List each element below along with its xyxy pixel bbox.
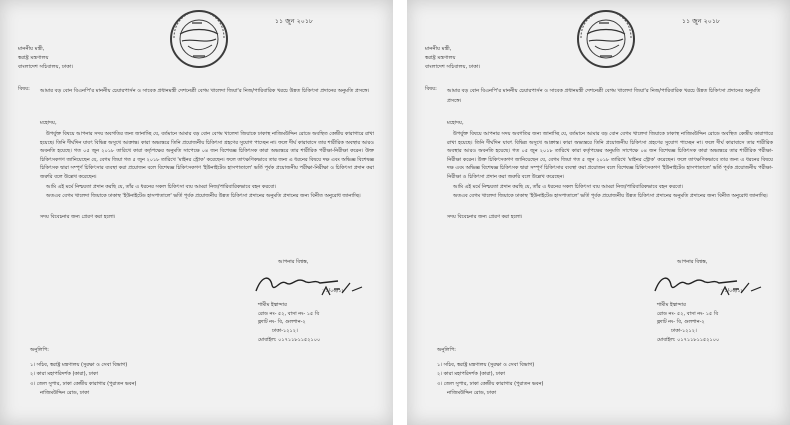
signer-line: শামীম ইস্কান্দার <box>258 302 287 309</box>
copy-heading: অনুলিপি: <box>30 347 49 353</box>
copy-block <box>30 346 136 398</box>
signer-line: ঢাকা-১২১২। <box>671 327 697 334</box>
letter-photo-left <box>0 0 393 425</box>
letter-body <box>40 130 374 202</box>
seal-stamp <box>575 8 637 70</box>
yours-faithfully: আপনার বিশ্বস্ত, <box>278 259 309 265</box>
letter-date: ১১ জুন ২০১৮ <box>275 18 314 25</box>
recipient-line: বাংলাদেশ সচিবালয়, ঢাকা। <box>18 64 74 70</box>
greeting: মহোদয়, <box>40 120 57 126</box>
letter-date: ১১ জুন ২০১৮ <box>682 18 721 25</box>
body-paragraph: অতএব বেগম খালেদা জিয়াকে ঢাকাস্থ 'ইউনাইটেড হাসপাতালে' ভর্তি পূর্বক প্রয়োজনীয় উন্নত চিকিৎসা প্রদানের অনুমতি প্রদানের জন্য বিনীত অনুরোধ জানাচ্ছি। <box>453 193 768 200</box>
letter-body <box>447 130 773 202</box>
copy-line: নাজিমউদ্দিন রোড, ঢাকা <box>40 389 90 396</box>
body-paragraph: অতএব বেগম খালেদা জিয়াকে ঢাকাস্থ 'ইউনাইটেড হাসপাতালে' ভর্তি পূর্বক প্রয়োজনীয় উন্নত চিকিৎসা প্রদানের অনুমতি প্রদানের জন্য বিনীত অনুরোধ জানাচ্ছি। <box>46 193 361 200</box>
copy-line: ২। কারা মহাপরিদর্শক (কারা), ঢাকা <box>437 371 505 378</box>
copy-block <box>437 346 543 398</box>
copy-line: ১। সচিব, স্বরাষ্ট্র মন্ত্রণালয় (সুরক্ষা ও সেবা বিভাগ) <box>30 362 128 369</box>
recipient-block <box>425 45 480 72</box>
subject-label: বিষয়: <box>425 86 437 92</box>
copy-line: নাজিমউদ্দিন রোড, ঢাকা <box>447 389 497 396</box>
signature-block <box>657 258 771 344</box>
copy-line: ১। সচিব, স্বরাষ্ট্র মন্ত্রণালয় (সুরক্ষা ও সেবা বিভাগ) <box>437 362 535 369</box>
greeting: মহোদয়, <box>447 120 464 126</box>
copy-line: ২। কারা মহাপরিদর্শক (কারা), ঢাকা <box>30 371 98 378</box>
signer-line: মোবাইল: ০১৭১১৮১১৫২১০০ <box>258 336 321 343</box>
yours-faithfully: আপনার বিশ্বস্ত, <box>677 259 708 265</box>
signer-line: ফ্ল্যাট নং- বি, গুলশান-২ <box>657 319 705 326</box>
signature-block <box>258 258 372 344</box>
signer-line: রোড নং- ৫২, বাসা নং- ১৫ বি <box>258 310 320 317</box>
recipient-block <box>18 45 73 72</box>
recipient-line: বাংলাদেশ সচিবালয়, ঢাকা। <box>425 64 481 70</box>
closing-line: সদয় বিবেচনার জন্য প্রেরণ করা হলো। <box>447 214 523 220</box>
signer-line: শামীম ইস্কান্দার <box>657 302 686 309</box>
subject-block <box>425 86 775 106</box>
divider <box>393 0 407 425</box>
recipient-line: মাননীয় মন্ত্রী, <box>425 46 452 52</box>
copy-line: ৩। জেল সুপার, ঢাকা কেন্দ্রীয় কারাগার (পুরাতন ভবন) <box>437 380 544 387</box>
seal-stamp <box>168 8 230 70</box>
body-paragraph: আমি এই মর্মে নিশ্চয়তা প্রদান করছি যে, তাঁর এ ধরনের সকল চিকিৎসা ব্যয় আমরা নিজ/পারিবারিকভাবে বহন করবো। <box>453 183 684 190</box>
signer-line: মোবাইল: ০১৭১১৮১১৫২১০০ <box>657 336 720 343</box>
signer-line: ঢাকা-১২১২। <box>272 327 298 334</box>
recipient-line: মাননীয় মন্ত্রী, <box>18 46 45 52</box>
letter-photo-right <box>407 0 790 425</box>
signer-line: রোড নং- ৫২, বাসা নং- ১৫ বি <box>657 310 719 317</box>
handwritten-signature <box>252 271 372 301</box>
signer-line: ফ্ল্যাট নং- বি, গুলশান-২ <box>258 319 306 326</box>
subject-text: আমার বড় বোন বিএনপি'র মাননীয় চেয়ারপার্সন ও সাবেক প্রধানমন্ত্রী দেশনেত্রী বেগম খালেদা জিয়া'র নিজ/পারিবারিক খরচে উন্নত চিকিৎসা প্রদানের অনুমতি প্রসঙ্গে। <box>447 88 761 104</box>
body-paragraph: উপর্যুক্ত বিষয়ে আপনার সদয় অবগতির জন্য জানাচ্ছি যে, বর্তমানে আমার বড় বোন বেগম খালেদা জিয়াকে ঢাকাস্থ নাজিমউদ্দিন রোডে অবস্থিত কেন্দ্রীয় কারাগারে রাখা হয়েছে। তিনি দীর্ঘদিন যাবৎ বিভিন্ন অসুখে আক্রান্ত। কারা অভ্যন্তরে তিনি প্রয়োজনীয় চিকিৎসা গ্রহণের সুযোগ পাচ্ছেন না। ফলে দীর্ঘ কারাবাসে তার শারীরিক অবস্থার আরও অবনতি হয়েছে। গত ০৫ জুন ২০১৮ তারিখে কারা কর্তৃপক্ষের অনুমতি সাপেক্ষে ০৪ জন বিশেষজ্ঞ চিকিৎসক কারা অভ্যন্তরে তার শারীরিক পরীক্ষা-নিরীক্ষা করেন। উক্ত চিকিৎসকগণ জানিয়েছেন যে, বেগম জিয়া গত ৫ জুন ২০১৮ তারিখে 'মাইনর স্ট্রোক' করেছেন। ফলে তাৎক্ষণিকভাবে তার জন্য এ ধরনের বিষয়ে দক্ষ এবং অভিজ্ঞ বিশেষজ্ঞ চিকিৎসক দ্বারা সম্পূর্ণ চিকিৎসার ব্যবস্থা করা প্রয়োজন বলে বিশেষজ্ঞ চিকিৎসকগণ 'ইউনাইটেড হাসপাতালে' ভর্তি পূর্বক প্রয়োজনীয় পরীক্ষা-নিরীক্ষা ও চিকিৎসা প্রদান করা জরুরি বলে উল্লেখ করেছেন। <box>40 131 374 180</box>
copy-heading: অনুলিপি: <box>437 347 456 353</box>
subject-text: আমার বড় বোন বিএনপি'র মাননীয় চেয়ারপার্সন ও সাবেক প্রধানমন্ত্রী দেশনেত্রী বেগম খালেদা জিয়া'র নিজ/পারিবারিক খরচে উন্নত চিকিৎসা প্রদানের অনুমতি প্রসঙ্গে। <box>40 88 370 94</box>
closing-line: সদয় বিবেচনার জন্য প্রেরণ করা হলো। <box>40 214 116 220</box>
body-paragraph: উপর্যুক্ত বিষয়ে আপনার সদয় অবগতির জন্য জানাচ্ছি যে, বর্তমানে আমার বড় বোন বেগম খালেদা জিয়াকে ঢাকাস্থ নাজিমউদ্দিন রোডে অবস্থিত কেন্দ্রীয় কারাগারে রাখা হয়েছে। তিনি দীর্ঘদিন যাবৎ বিভিন্ন অসুখে আক্রান্ত। কারা অভ্যন্তরে তিনি প্রয়োজনীয় চিকিৎসা গ্রহণের সুযোগ পাচ্ছেন না। ফলে দীর্ঘ কারাবাসে তার শারীরিক অবস্থার আরও অবনতি হয়েছে। গত ০৫ জুন ২০১৮ তারিখে কারা কর্তৃপক্ষের অনুমতি সাপেক্ষে ০৪ জন বিশেষজ্ঞ চিকিৎসক কারা অভ্যন্তরে তার শারীরিক পরীক্ষা-নিরীক্ষা করেন। উক্ত চিকিৎসকগণ জানিয়েছেন যে, বেগম জিয়া গত ৫ জুন ২০১৮ তারিখে 'মাইনর স্ট্রোক' করেছেন। ফলে তাৎক্ষণিকভাবে তার জন্য এ ধরনের বিষয়ে দক্ষ এবং অভিজ্ঞ বিশেষজ্ঞ চিকিৎসক দ্বারা সম্পূর্ণ চিকিৎসার ব্যবস্থা করা প্রয়োজন বলে বিশেষজ্ঞ চিকিৎসকগণ 'ইউনাইটেড হাসপাতালে' ভর্তি পূর্বক প্রয়োজনীয় পরীক্ষা-নিরীক্ষা ও চিকিৎসা প্রদান করা জরুরি বলে উল্লেখ করেছেন। <box>447 131 773 180</box>
recipient-line: স্বরাষ্ট্র মন্ত্রণালয় <box>425 55 456 61</box>
signature-date: ১১/০৬/১৮ <box>322 287 345 294</box>
signature-date: ১১/০৬/১৮ <box>721 287 744 294</box>
handwritten-signature <box>651 271 771 301</box>
copy-line: ৩। জেল সুপার, ঢাকা কেন্দ্রীয় কারাগার (পুরাতন ভবন) <box>30 380 137 387</box>
subject-block <box>18 86 378 96</box>
subject-label: বিষয়: <box>18 86 30 92</box>
body-paragraph: আমি এই মর্মে নিশ্চয়তা প্রদান করছি যে, তাঁর এ ধরনের সকল চিকিৎসা ব্যয় আমরা নিজ/পারিবারিকভাবে বহন করবো। <box>46 183 277 190</box>
recipient-line: স্বরাষ্ট্র মন্ত্রণালয় <box>18 55 49 61</box>
